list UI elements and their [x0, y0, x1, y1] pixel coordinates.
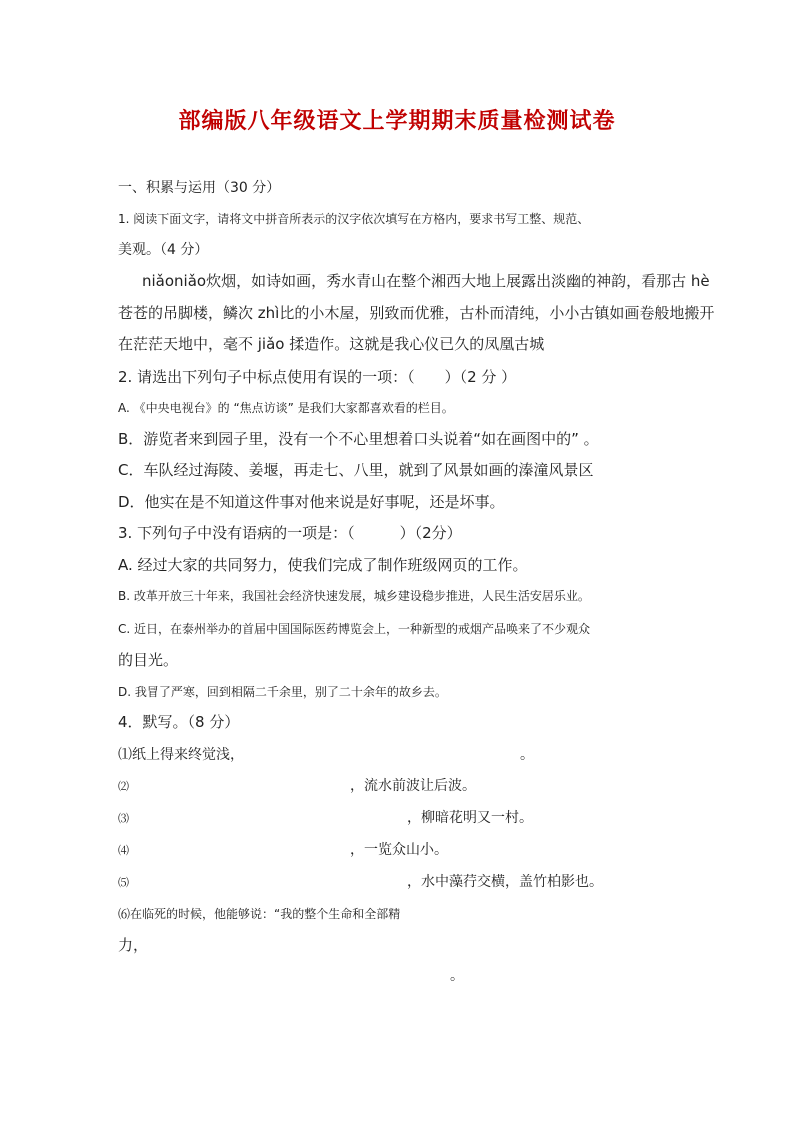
q4-item6-line2: 力， [118, 936, 149, 954]
q2-option-b: B．游览者来到园子里，没有一个不心里想着口头说着“如在画图中的” 。 [118, 430, 599, 448]
q4-stem: 4．默写。（8 分） [118, 713, 240, 731]
q4-item3-number: ⑶ [118, 812, 129, 825]
q4-item4-text: ，一览众山小。 [350, 842, 448, 858]
q1-passage-line2: 苍苍的吊脚楼，鳞次 zhì比的小木屋，别致而优雅，古朴而清纯，小小古镇如画卷般地搬开 [118, 304, 715, 322]
q4-item2-text: ，流水前波让后波。 [350, 778, 476, 794]
q1-passage-line3: 在茫茫天地中，毫不 jiǎo 揉造作。这就是我心仪已久的凤凰古城 [118, 335, 545, 353]
q4-item2-number: ⑵ [118, 780, 129, 793]
q1-stem-line2: 美观。（4 分） [118, 242, 209, 258]
q1-passage-line1: niǎoniǎo炊烟，如诗如画，秀水青山在整个湘西大地上展露出淡幽的神韵，看那古 hè [142, 272, 710, 290]
q4-item3-text: ，柳暗花明又一村。 [407, 810, 533, 826]
q3-stem: 3. 下列句子中没有语病的一项是：（ ）（2分） [118, 524, 462, 542]
q1-stem-line1: 1. 阅读下面文字，请将文中拼音所表示的汉字依次填写在方格内，要求书写工整、规范、 [118, 212, 590, 226]
q4-item1-text: 纸上得来终觉浅， [132, 747, 244, 763]
q3-option-b: B. 改革开放三十年来，我国社会经济快速发展，城乡建设稳步推进，人民生活安居乐业。 [118, 589, 590, 603]
q3-option-c-line1: C. 近日，在泰州举办的首届中国国际医药博览会上，一种新型的戒烟产品唤来了不少观众 [118, 622, 591, 636]
q3-option-c-line2: 的目光。 [118, 651, 179, 669]
q4-item6-end: 。 [450, 968, 464, 984]
q3-option-d: D. 我冒了严寒，回到相隔二千余里，别了二十余年的故乡去。 [118, 685, 447, 699]
section-heading: 一、积累与运用（30 分） [118, 180, 281, 196]
q4-item4-number: ⑷ [118, 844, 129, 857]
q3-option-a: A. 经过大家的共同努力，使我们完成了制作班级网页的工作。 [118, 556, 528, 574]
q4-item5-number: ⑸ [118, 876, 129, 889]
q2-option-a: A. 《中央电视台》的 “焦点访谈” 是我们大家都喜欢看的栏目。 [118, 401, 454, 415]
q4-item1 [118, 744, 244, 764]
q2-stem: 2. 请选出下列句子中标点使用有误的一项：（ ）（2 分 ） [118, 368, 517, 386]
q4-item6-line1: ⑹在临死的时候，他能够说：“我的整个生命和全部精 [118, 907, 401, 921]
q2-option-d: D．他实在是不知道这件事对他来说是好事呢，还是坏事。 [118, 493, 505, 511]
q4-item1-number: ⑴ [118, 747, 132, 763]
q4-item5-text: ，水中藻荇交横，盖竹柏影也。 [407, 874, 603, 890]
q4-item1-end: 。 [520, 747, 534, 763]
document-title: 部编版八年级语文上学期期末质量检测试卷 [178, 108, 616, 134]
q2-option-c: C．车队经过海陵、姜堰，再走七、八里，就到了风景如画的溱潼风景区 [118, 461, 594, 479]
